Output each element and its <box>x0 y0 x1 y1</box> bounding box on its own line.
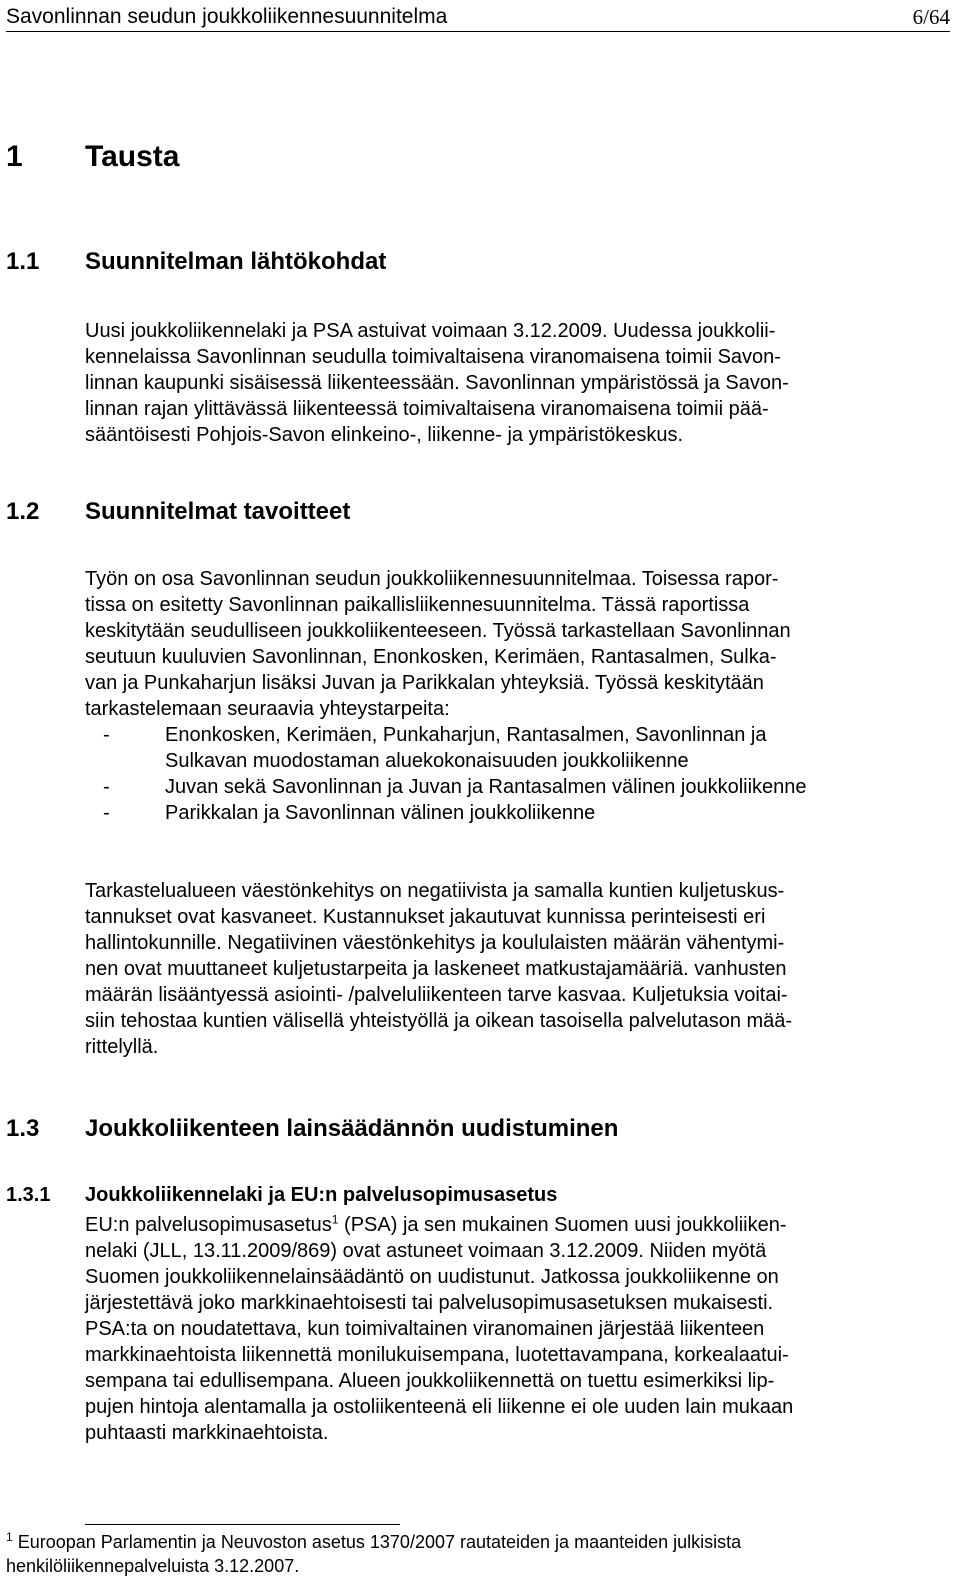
text-line: markkinaehtoista liikennettä monilukuisempana, luotettavampana, korkealaatui- <box>85 1344 789 1366</box>
section-1-3-1-heading <box>6 1184 946 1210</box>
section-title: Suunnitelman lähtökohdat <box>85 248 387 275</box>
needs-list <box>85 722 945 826</box>
list-dash: - <box>103 802 110 824</box>
footnote-reference[interactable]: 1 <box>331 1212 339 1227</box>
footnote-line <box>6 1530 946 1554</box>
text-line: PSA:ta on noudatettava, kun toimivaltainen viranomainen järjestää liikenteen <box>85 1318 765 1340</box>
text-line: Tarkastelualueen väestönkehitys on negatiivista ja samalla kuntien kuljetuskus- <box>85 880 785 902</box>
footnote-divider <box>85 1524 400 1525</box>
section-1-1-heading <box>6 248 946 278</box>
text-line: järjestettävä joko markkinaehtoisesti tai palvelusopimusasetuksen mukaisesti. <box>85 1292 774 1314</box>
text-line: sempana tai edullisempana. Alueen joukkoliikennettä on tuettu esimerkiksi lip- <box>85 1370 775 1392</box>
section-number: 1 <box>6 140 23 173</box>
section-1-3-heading <box>6 1115 946 1145</box>
text-line: määrän lisääntyessä asiointi- /palveluliikenteen tarve kasvaa. Kuljetuksia voitai- <box>85 984 788 1006</box>
text-line: sääntöisesti Pohjois-Savon elinkeino-, liikenne- ja ympäristökeskus. <box>85 424 684 446</box>
page-header <box>6 5 950 32</box>
list-dash: - <box>103 776 110 798</box>
text-line: Työn on osa Savonlinnan seudun joukkoliikennesuunnitelmaa. Toisessa rapor- <box>85 568 779 590</box>
text-line: puhtaasti markkinaehtoista. <box>85 1422 329 1444</box>
paragraph-1-3-1 <box>85 1212 945 1446</box>
text-line: siin tehostaa kuntien välisellä yhteistyöllä ja oikean tasoisella palvelutason mää- <box>85 1010 793 1032</box>
text-line: rittelyllä. <box>85 1036 159 1058</box>
text-line: van ja Punkaharjun lisäksi Juvan ja Parikkalan yhteyksiä. Työssä keskitytään <box>85 672 764 694</box>
text-line: keskitytään seudulliseen joukkoliikenteeseen. Työssä tarkastellaan Savonlinnan <box>85 620 791 642</box>
list-item <box>85 774 945 800</box>
document-title: Savonlinnan seudun joukkoliikennesuunnitelma <box>6 5 448 28</box>
section-number: 1.1 <box>6 248 40 275</box>
text-line: Sulkavan muodostaman aluekokonaisuuden joukkoliikenne <box>165 750 689 772</box>
text-line: seutuun kuuluvien Savonlinnan, Enonkosken, Kerimäen, Rantasalmen, Sulka- <box>85 646 777 668</box>
text-line: Suomen joukkoliikennelainsäädäntö on uudistunut. Jatkossa joukkoliikenne on <box>85 1266 779 1288</box>
section-number: 1.3.1 <box>6 1184 51 1206</box>
text-line <box>85 1212 945 1238</box>
text-line: nelaki (JLL, 13.11.2009/869) ovat astuneet voimaan 3.12.2009. Niiden myötä <box>85 1240 767 1262</box>
footnote-text: Euroopan Parlamentin ja Neuvoston asetus 1370/2007 rautateiden ja maanteiden julkisista <box>12 1532 742 1552</box>
text-line: linnan rajan ylittävässä liikenteessä toimivaltaisena viranomaisena toimii pää- <box>85 398 769 420</box>
page-number: 6/64 <box>912 5 950 29</box>
section-1-heading <box>6 140 946 176</box>
footnote-mark: 1 <box>6 1530 13 1544</box>
footnote-line: henkilöliikennepalveluista 3.12.2007. <box>6 1556 300 1576</box>
list-dash: - <box>103 724 110 746</box>
section-title: Tausta <box>85 140 180 173</box>
text-line: Parikkalan ja Savonlinnan välinen joukkoliikenne <box>165 802 596 824</box>
text-line: hallintokunnille. Negatiivinen väestönkehitys ja koululaisten määrän vähentymi- <box>85 932 785 954</box>
list-item <box>85 800 945 826</box>
text-line: tissa on esitetty Savonlinnan paikallisliikennesuunnitelma. Tässä raportissa <box>85 594 750 616</box>
text-segment: (PSA) ja sen mukainen Suomen uusi joukkoliiken- <box>338 1214 787 1236</box>
section-number: 1.3 <box>6 1115 40 1142</box>
text-line: tannukset ovat kasvaneet. Kustannukset jakautuvat kunnissa perinteisesti eri <box>85 906 766 928</box>
text-line: linnan kaupunki sisäisessä liikenteessään. Savonlinnan ympäristössä ja Savon- <box>85 372 789 394</box>
paragraph-1-2b <box>85 878 945 1060</box>
text-line: nen ovat muuttaneet kuljetustarpeita ja laskeneet matkustajamääriä. vanhusten <box>85 958 787 980</box>
section-title: Joukkoliikennelaki ja EU:n palvelusopimusasetus <box>85 1184 558 1206</box>
section-1-2-heading <box>6 498 946 528</box>
list-item <box>85 722 945 774</box>
text-line: Enonkosken, Kerimäen, Punkaharjun, Rantasalmen, Savonlinnan ja <box>165 724 767 746</box>
text-line: pujen hintoja alentamalla ja ostoliikenteenä eli liikenne ei ole uuden lain mukaan <box>85 1396 794 1418</box>
text-line: Uusi joukkoliikennelaki ja PSA astuivat voimaan 3.12.2009. Uudessa joukkolii- <box>85 320 776 342</box>
paragraph-1-1 <box>85 318 945 448</box>
text-segment: EU:n palvelusopimusasetus <box>85 1214 332 1236</box>
footnote <box>6 1530 946 1578</box>
text-line: kennelaissa Savonlinnan seudulla toimivaltaisena viranomaisena toimii Savon- <box>85 346 781 368</box>
section-number: 1.2 <box>6 498 40 525</box>
section-title: Joukkoliikenteen lainsäädännön uudistuminen <box>85 1115 619 1142</box>
text-line: Juvan sekä Savonlinnan ja Juvan ja Rantasalmen välinen joukkoliikenne <box>165 776 807 798</box>
paragraph-1-2 <box>85 566 945 722</box>
text-line: tarkastelemaan seuraavia yhteystarpeita: <box>85 698 450 720</box>
section-title: Suunnitelmat tavoitteet <box>85 498 351 525</box>
